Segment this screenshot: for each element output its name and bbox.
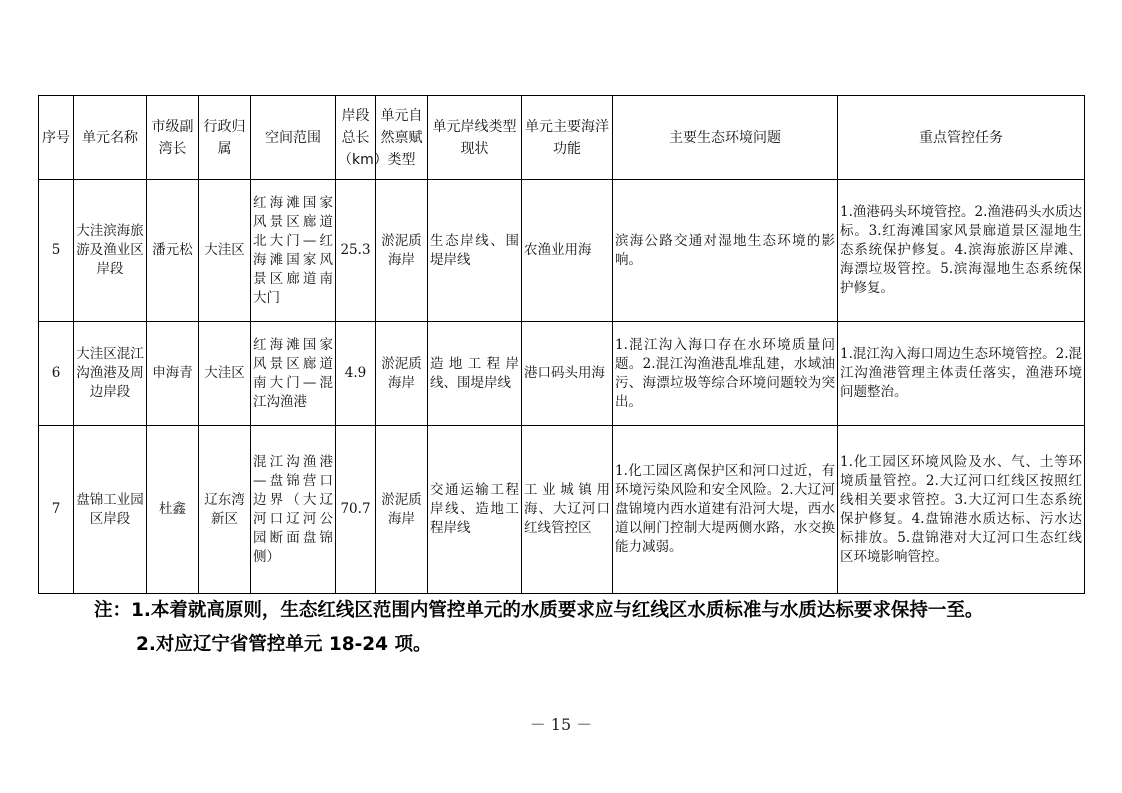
table-row [39, 426, 1085, 594]
table-header-row [39, 96, 1085, 180]
cell-scope: 红海滩国家风景区廊道北大门—红海滩国家风景区廊道南大门 [251, 180, 336, 322]
cell-shoreline: 交通运输工程岸线、造地工程岸线 [428, 426, 522, 594]
cell-problems: 1.混江沟入海口存在水环境质量问题。2.混江沟渔港乱堆乱建，水域油污、海漂垃圾等综合环境问题较为突出。 [613, 322, 838, 426]
header-cell: 空间范围 [251, 96, 336, 180]
header-cell: 序号 [39, 96, 74, 180]
cell-scope: 红海滩国家风景区廊道南大门—混江沟渔港 [251, 322, 336, 426]
cell-chief: 潘元松 [147, 180, 199, 322]
cell-tasks: 1.渔港码头环境管控。2.渔港码头水质达标。3.红海滩国家风景廊道景区湿地生态系统保护修复。4.滨海旅游区岸滩、海漂垃圾管控。5.滨海湿地生态系统保护修复。 [838, 180, 1085, 322]
header-cell: 单元主要海洋功能 [522, 96, 613, 180]
header-cell: 市级副湾长 [147, 96, 199, 180]
cell-shoreline: 造地工程岸线、围堤岸线 [428, 322, 522, 426]
cell-chief: 杜鑫 [147, 426, 199, 594]
cell-district: 辽东湾新区 [199, 426, 251, 594]
cell-function: 港口码头用海 [522, 322, 613, 426]
cell-scope: 混江沟渔港—盘锦营口边界（大辽河口辽河公园断面盘锦侧） [251, 426, 336, 594]
cell-district: 大洼区 [199, 322, 251, 426]
cell-function: 工业城镇用海、大辽河口红线管控区 [522, 426, 613, 594]
cell-problems: 滨海公路交通对湿地生态环境的影响。 [613, 180, 838, 322]
cell-endowment: 淤泥质海岸 [376, 180, 428, 322]
table-row [39, 322, 1085, 426]
cell-length: 70.7 [336, 426, 376, 594]
header-cell: 行政归属 [199, 96, 251, 180]
header-cell: 单元岸线类型现状 [428, 96, 522, 180]
cell-shoreline: 生态岸线、围堤岸线 [428, 180, 522, 322]
header-cell: 单元自然禀赋类型 [376, 96, 428, 180]
cell-tasks: 1.混江沟入海口周边生态环境管控。2.混江沟渔港管理主体责任落实，渔港环境问题整治。 [838, 322, 1085, 426]
note-line-1: 注：1.本着就高原则，生态红线区范围内管控单元的水质要求应与红线区水质标准与水质达标要求保持一至。 [94, 600, 984, 621]
table-notes [94, 594, 1044, 662]
cell-problems: 1.化工园区离保护区和河口过近，有环境污染风险和安全风险。2.大辽河盘锦境内西水道建有沿河大堤，西水道以闸门控制大堤两侧水路，水交换能力减弱。 [613, 426, 838, 594]
cell-length: 25.3 [336, 180, 376, 322]
cell-district: 大洼区 [199, 180, 251, 322]
control-unit-table [38, 95, 1085, 594]
header-cell: 单元名称 [74, 96, 147, 180]
cell-tasks: 1.化工园区环境风险及水、气、土等环境质量管控。2.大辽河口红线区按照红线相关要求管控。3.大辽河口生态系统保护修复。4.盘锦港水质达标、污水达标排放。5.盘锦港对大辽河口生态红线区环境影响管控。 [838, 426, 1085, 594]
cell-unit-name: 盘锦工业园区岸段 [74, 426, 147, 594]
cell-chief: 申海青 [147, 322, 199, 426]
cell-no: 6 [39, 322, 74, 426]
cell-no: 5 [39, 180, 74, 322]
cell-unit-name: 大洼滨海旅游及渔业区岸段 [74, 180, 147, 322]
header-cell: 主要生态环境问题 [613, 96, 838, 180]
cell-unit-name: 大洼区混江沟渔港及周边岸段 [74, 322, 147, 426]
cell-function: 农渔业用海 [522, 180, 613, 322]
cell-length: 4.9 [336, 322, 376, 426]
cell-endowment: 淤泥质海岸 [376, 426, 428, 594]
cell-no: 7 [39, 426, 74, 594]
cell-endowment: 淤泥质海岸 [376, 322, 428, 426]
header-cell: 重点管控任务 [838, 96, 1085, 180]
page-number: － 15 － [529, 715, 593, 734]
table-row [39, 180, 1085, 322]
note-line-2: 2.对应辽宁省管控单元 18-24 项。 [136, 634, 432, 655]
header-cell: 岸段总长（km） [336, 96, 376, 180]
